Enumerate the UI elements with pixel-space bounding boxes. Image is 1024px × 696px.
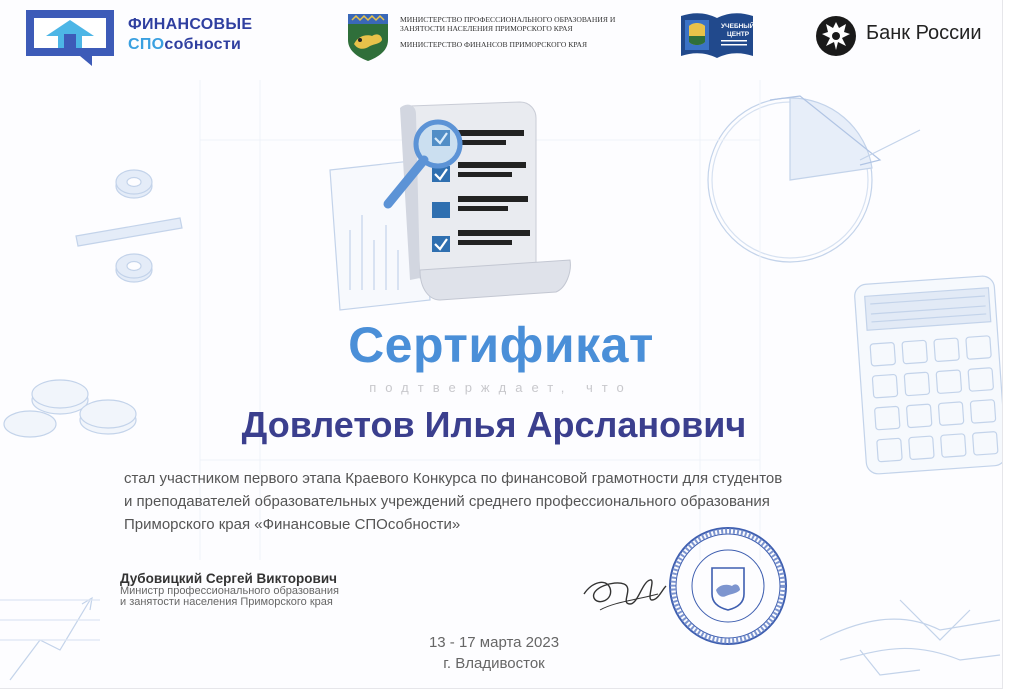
signature-icon: [580, 560, 670, 620]
body-line-3: Приморского края «Финансовые СПОсобности»: [124, 516, 461, 533]
event-dates: 13 - 17 марта 2023: [428, 634, 560, 651]
body-line-1: стал участником первого этапа Краевого Конкурса по финансовой грамотности для студентов: [124, 470, 783, 487]
primorye-crest-icon: [346, 10, 390, 62]
financial-abilities-logo: [22, 6, 292, 66]
percent-icon: [76, 170, 182, 282]
training-center-icon: [679, 10, 755, 60]
certificate-title: Сертификат: [348, 317, 654, 373]
signer-position-line2: и занятости населения Приморского края: [120, 596, 333, 608]
ministry-education-label: МИНИСТЕРСТВО ПРОФЕССИОНАЛЬНОГО ОБРАЗОВАНИЯ И ЗАНЯТОСТИ НАСЕЛЕНИЯ ПРИМОРСКОГО КРАЯ: [400, 15, 616, 33]
ministry-logo-block: [346, 10, 646, 62]
logo-arrow-icon: [22, 6, 118, 68]
signer-block: [120, 571, 339, 608]
event-place: г. Владивосток: [443, 655, 545, 672]
certificate-subtitle: подтверждает, что: [369, 380, 633, 395]
bank-eagle-icon: [814, 14, 858, 58]
ministry-finance-label: МИНИСТЕРСТВО ФИНАНСОВ ПРИМОРСКОГО КРАЯ: [400, 40, 588, 49]
bank-name: Банк России: [866, 22, 982, 44]
logo-text-spo: СПО: [128, 36, 165, 53]
logo-text-line1: ФИНАНСОВЫЕ: [128, 16, 253, 33]
bank-of-russia-logo: [814, 14, 994, 54]
stamp-icon: [666, 524, 790, 648]
logo-text-line2: [128, 36, 241, 54]
recipient-name: Довлетов Илья Арсланович: [241, 404, 747, 445]
training-center-logo: [679, 10, 755, 65]
training-center-text2: ЦЕНТР: [727, 31, 750, 38]
checklist-document-icon: [380, 100, 580, 305]
training-center-text1: УЧЕБНЫЙ: [721, 23, 755, 30]
event-dates-block: [0, 632, 988, 674]
logo-text-sobnosti: собности: [164, 36, 242, 53]
signer-name: Дубовицкий Сергей Викторович: [120, 571, 337, 586]
signer-position-line1: Министр профессионального образования: [120, 585, 339, 597]
body-line-2: и преподавателей образовательных учреждений среднего профессионального образования: [124, 493, 770, 510]
pie-chart-icon: [708, 96, 920, 262]
